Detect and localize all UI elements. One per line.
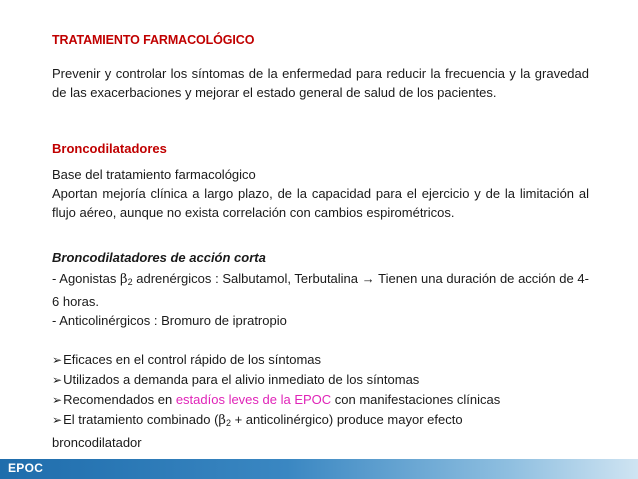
- list-item-prefix: Recomendados en: [63, 392, 176, 407]
- section-title: Broncodilatadores: [52, 141, 167, 156]
- list-item-continuation: broncodilatador: [52, 435, 142, 450]
- beta-subscript: 2: [127, 277, 133, 287]
- footer-label: EPOC: [8, 461, 44, 475]
- list-item-suffix: con manifestaciones clínicas: [331, 392, 501, 407]
- list-item: [52, 370, 589, 390]
- arrow-bullet-icon: ➢: [52, 393, 63, 407]
- beta-symbol: β: [218, 413, 226, 428]
- beta-symbol: β: [120, 272, 128, 287]
- section-body: [52, 165, 589, 222]
- section-line-1: Base del tratamiento farmacológico: [52, 167, 256, 182]
- beta-subscript: 2: [225, 418, 231, 428]
- arrow-bullet-icon: ➢: [52, 353, 63, 367]
- slide-title: TRATAMIENTO FARMACOLÓGICO: [52, 33, 255, 47]
- agonists-rest: adrenérgicos : Salbutamol, Terbutalina: [132, 271, 362, 286]
- list-item-text: Utilizados a demanda para el alivio inmediato de los síntomas: [63, 372, 420, 387]
- agonists-prefix: - Agonistas: [52, 271, 121, 286]
- anticholinergics-line: - Anticolinérgicos : Bromuro de ipratropio: [52, 313, 287, 328]
- arrow-right-icon: →: [361, 271, 375, 286]
- highlighted-text: estadíos leves de la EPOC: [175, 392, 332, 407]
- list-item: [52, 350, 589, 370]
- agonists-duration: Tienen una duración de acción de 4-6 horas.: [52, 271, 589, 309]
- agonists-line: [52, 269, 589, 311]
- list-item: [52, 390, 589, 410]
- subsection-title: Broncodilatadores de acción corta: [52, 250, 266, 265]
- subsection-body: [52, 269, 589, 330]
- list-item-text: Eficaces en el control rápido de los síntomas: [63, 352, 322, 367]
- list-item: [52, 410, 589, 433]
- arrow-bullet-icon: ➢: [52, 373, 63, 387]
- intro-paragraph: Prevenir y controlar los síntomas de la enfermedad para reducir la frecuencia y la gravedad de las exacerbaciones y mejorar el estado general de salud de los pacientes.: [52, 66, 589, 100]
- bullet-list: [52, 350, 589, 452]
- list-item-suffix: + anticolinérgico) produce mayor efecto: [230, 412, 463, 427]
- section-line-2: Aportan mejoría clínica a largo plazo, de la capacidad para el ejercicio y de la limitación al flujo aéreo, aunque no exista correlación con cambios espirométricos.: [52, 186, 589, 220]
- footer-bar: [0, 459, 638, 479]
- arrow-bullet-icon: ➢: [52, 413, 63, 427]
- list-item-prefix: El tratamiento combinado (: [63, 412, 219, 427]
